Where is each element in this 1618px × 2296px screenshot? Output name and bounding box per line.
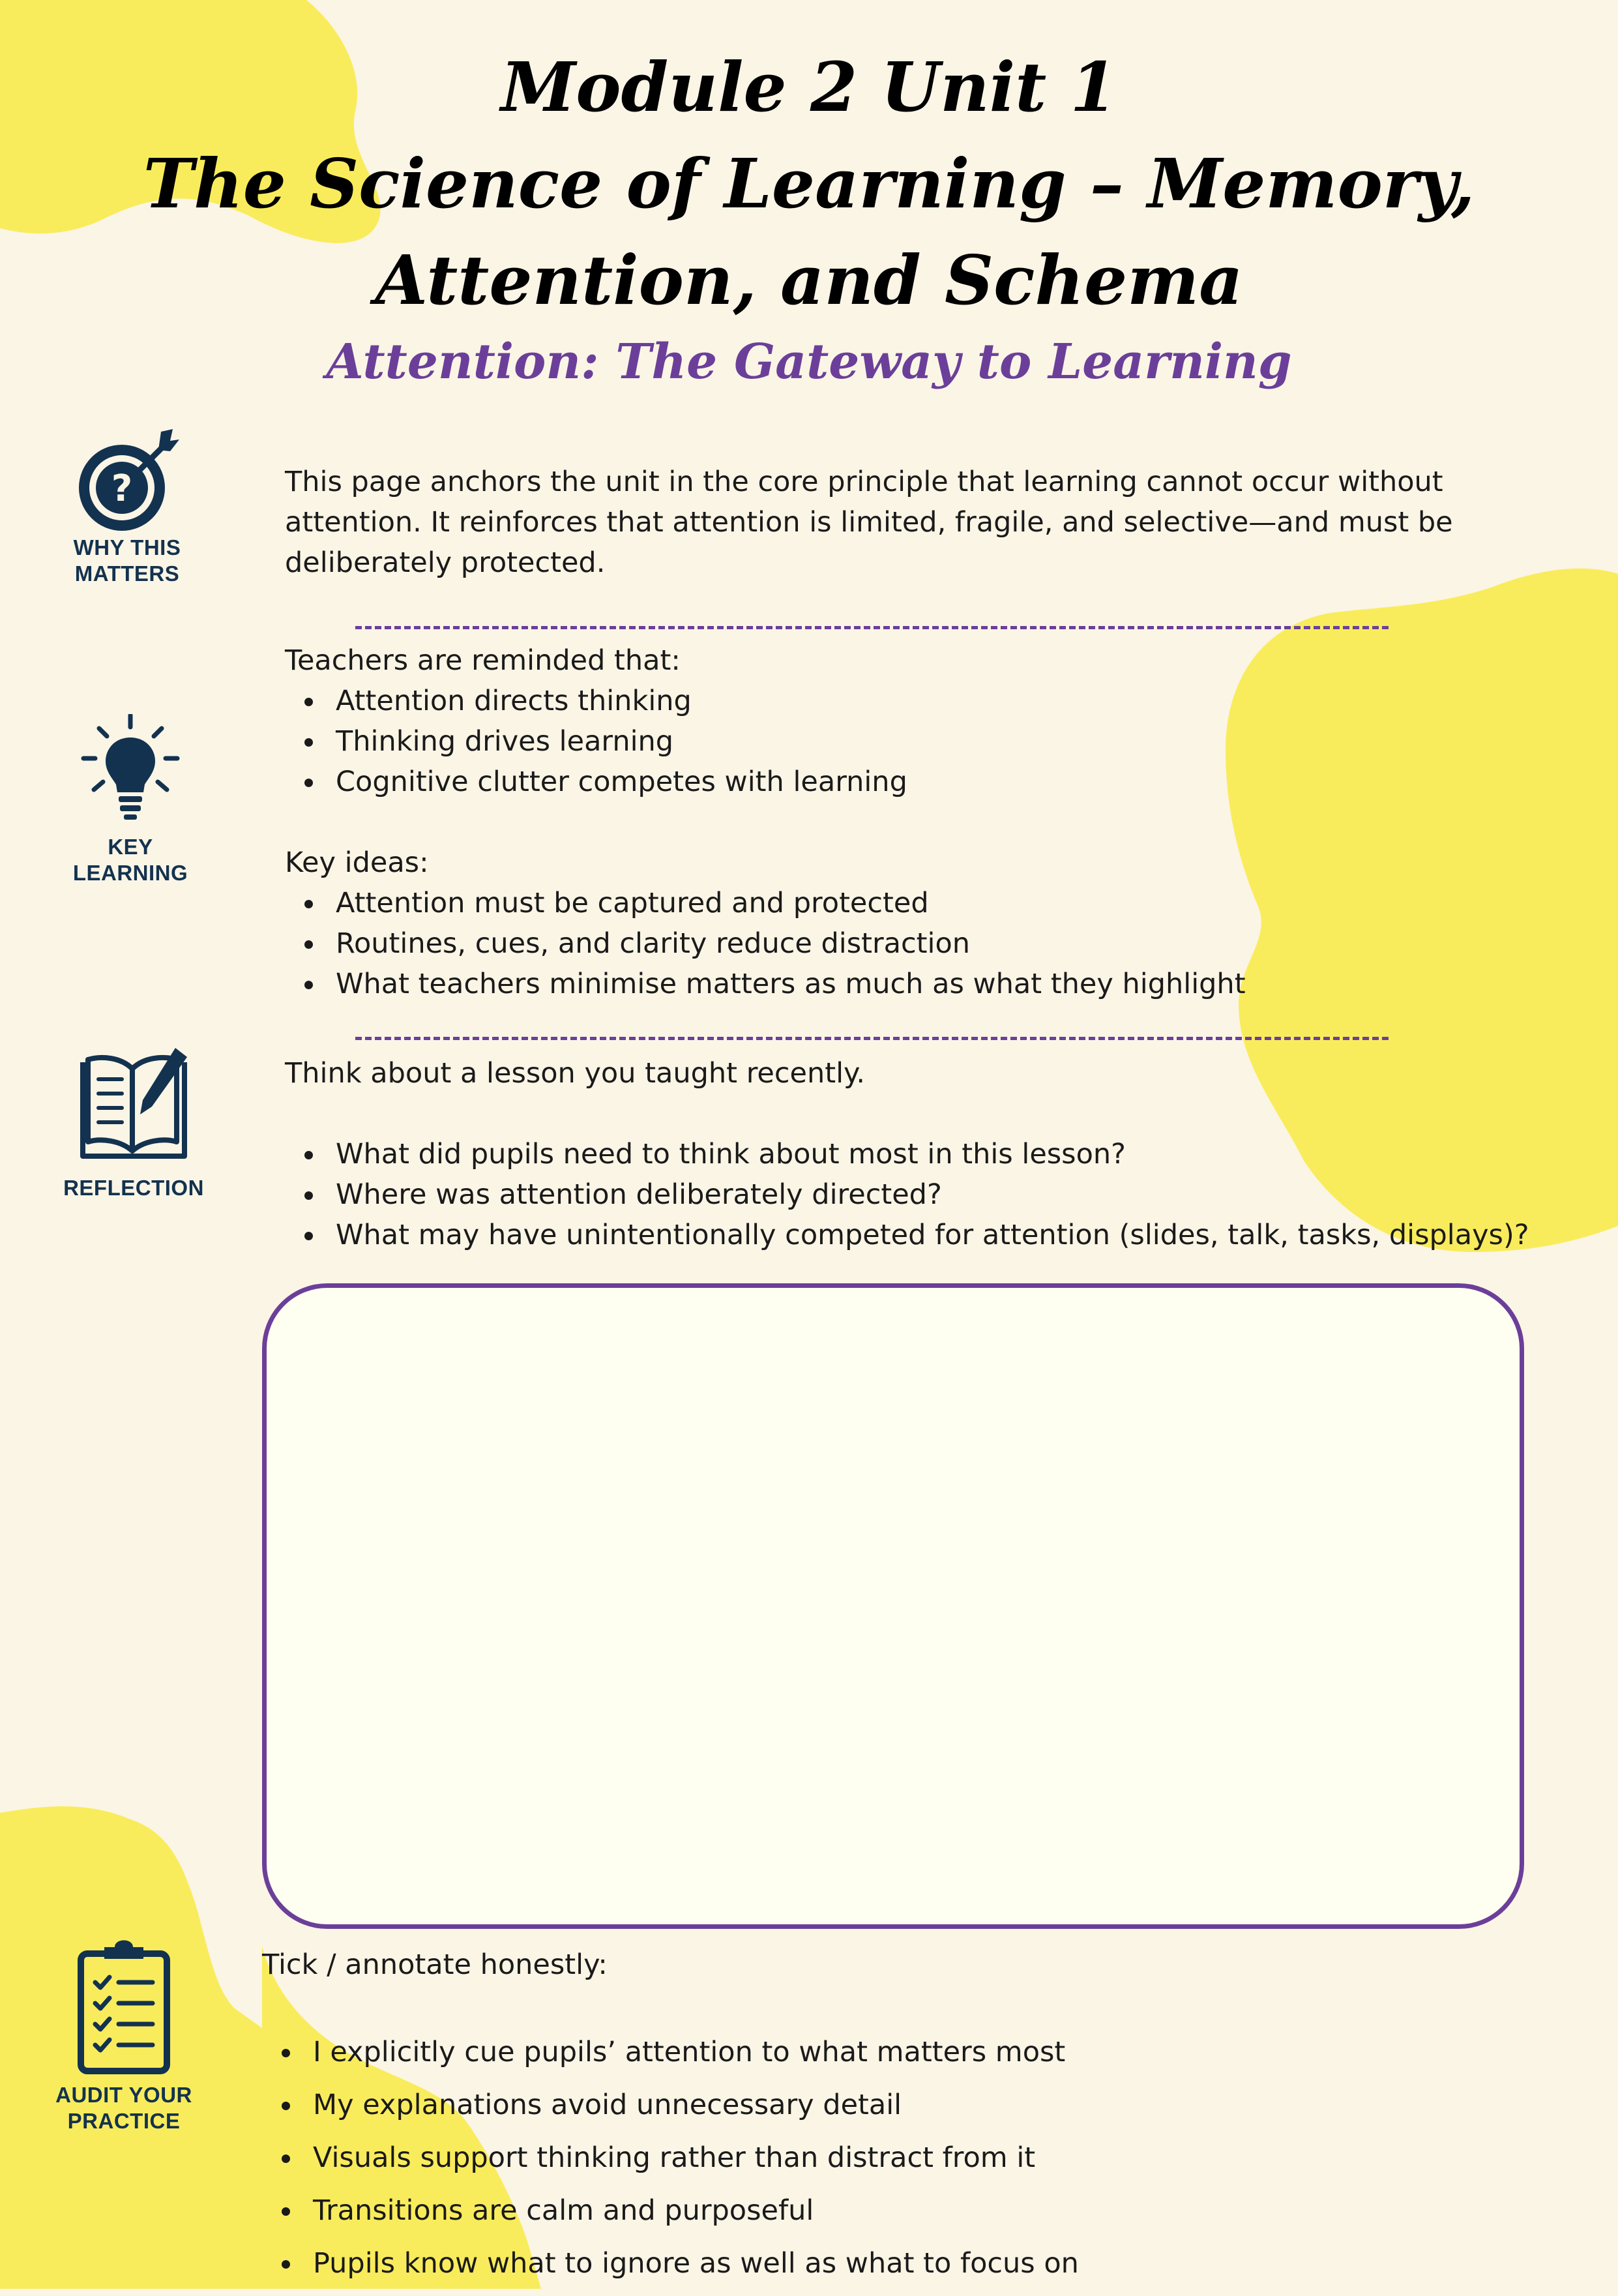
list-item: What may have unintentionally competed for attention (slides, talk, tasks, displays)? bbox=[336, 1215, 1589, 1255]
list-item: I explicitly cue pupils’ attention to what matters most bbox=[313, 2032, 1566, 2072]
svg-text:?: ? bbox=[111, 468, 133, 510]
why-section-marker bbox=[55, 424, 199, 587]
section-divider bbox=[355, 626, 1389, 629]
list-item: Cognitive clutter competes with learning bbox=[336, 762, 1263, 802]
list-item: Routines, cues, and clarity reduce distraction bbox=[336, 923, 1263, 964]
audit-label: AUDIT YOUR PRACTICE bbox=[55, 2083, 192, 2133]
reflection-text bbox=[285, 1053, 1589, 1255]
list-item: What did pupils need to think about most in this lesson? bbox=[336, 1134, 1589, 1174]
audit-section-marker bbox=[36, 1935, 212, 2134]
reminded-intro: Teachers are reminded that: bbox=[285, 644, 681, 677]
lightbulb-icon bbox=[78, 714, 183, 825]
list-item: My explanations avoid unnecessary detail bbox=[313, 2085, 1566, 2125]
reflection-label: REFLECTION bbox=[63, 1176, 204, 1200]
clipboard-checklist-icon bbox=[72, 1935, 176, 2076]
audit-intro: Tick / annotate honestly: bbox=[262, 1948, 608, 1981]
title-line-1: Module 2 Unit 1 bbox=[501, 47, 1117, 127]
reminded-list bbox=[285, 681, 1263, 802]
key-ideas-list bbox=[285, 883, 1263, 1004]
list-item: Visuals support thinking rather than distract from it bbox=[313, 2138, 1566, 2178]
reflection-questions bbox=[285, 1134, 1589, 1255]
reflection-answer-box[interactable] bbox=[262, 1283, 1524, 1929]
title-line-3: Attention, and Schema bbox=[375, 240, 1243, 320]
list-item: Transitions are calm and purposeful bbox=[313, 2190, 1566, 2231]
why-label: WHY THIS MATTERS bbox=[73, 535, 181, 586]
list-item: What teachers minimise matters as much as what they highlight bbox=[336, 964, 1263, 1004]
reflection-section-marker bbox=[52, 1047, 215, 1201]
target-question-icon bbox=[75, 424, 179, 535]
list-item: Pupils know what to ignore as well as what to focus on bbox=[313, 2243, 1566, 2284]
title-line-2: The Science of Learning – Memory, bbox=[143, 143, 1475, 224]
why-paragraph: This page anchors the unit in the core principle that learning cannot occur without attention. It reinforces that attention is limited, fragile, and selective—and must be deliberately protected. bbox=[285, 466, 1453, 579]
reflection-intro: Think about a lesson you taught recently. bbox=[285, 1057, 866, 1090]
key-text bbox=[285, 640, 1263, 1004]
open-book-pen-icon bbox=[75, 1047, 192, 1167]
why-text bbox=[285, 462, 1582, 583]
key-section-marker bbox=[55, 714, 205, 886]
section-divider bbox=[355, 1037, 1389, 1040]
list-item: Attention must be captured and protected bbox=[336, 883, 1263, 923]
key-ideas-intro: Key ideas: bbox=[285, 846, 429, 879]
list-item: Thinking drives learning bbox=[336, 721, 1263, 762]
audit-checklist bbox=[262, 2032, 1566, 2284]
list-item: Attention directs thinking bbox=[336, 681, 1263, 721]
list-item: Where was attention deliberately directed? bbox=[336, 1174, 1589, 1215]
subtitle: Attention: The Gateway to Learning bbox=[326, 334, 1292, 390]
key-label: KEY LEARNING bbox=[72, 835, 188, 885]
audit-text bbox=[262, 1945, 1566, 2296]
